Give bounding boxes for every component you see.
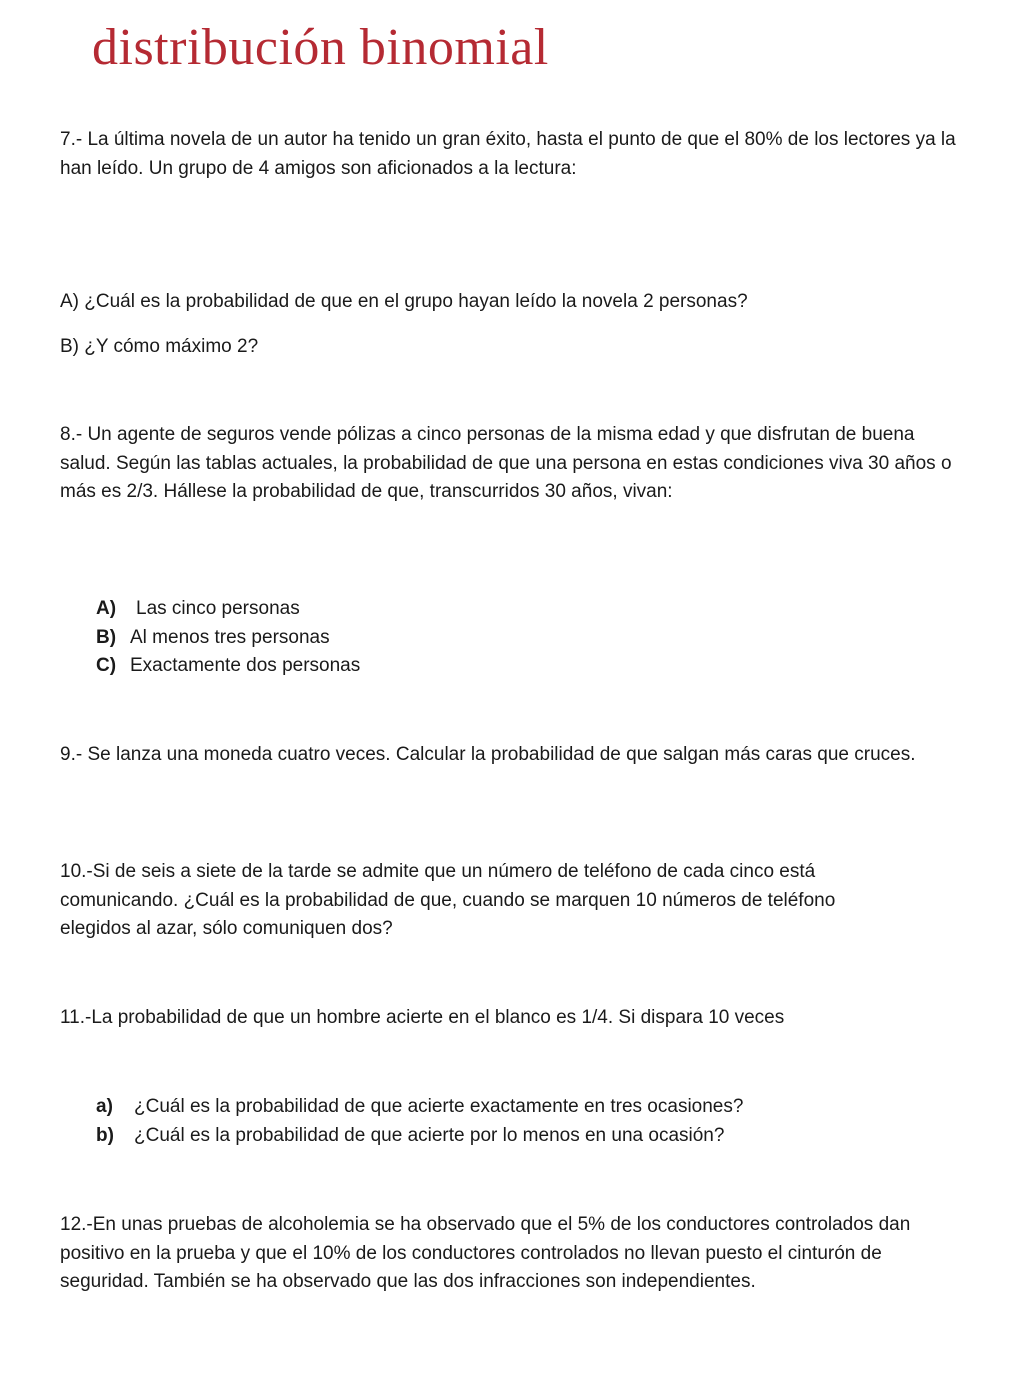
option-marker: B) (96, 626, 117, 648)
option-text: Exactamente dos personas (130, 655, 361, 676)
option-marker: A) (96, 598, 117, 619)
problem-9-statement: 9.- Se lanza una moneda cuatro veces. Calcular la probabilidad de que salgan más caras que cruces. (60, 744, 916, 765)
option-marker: a) (96, 1096, 113, 1117)
problem-10-statement: 10.-Si de seis a siete de la tarde se admite que un número de teléfono de cada cinco está comunicando. ¿Cuál es la probabilidad de que, cuando se marquen 10 números de teléfono elegidos al azar, sólo comuniquen dos? (60, 861, 836, 939)
problem-7-statement: 7.- La última novela de un autor ha tenido un gran éxito, hasta el punto de que el 80% de los lectores ya la han leído. Un grupo de 4 amigos son aficionados a la lectura: (60, 129, 956, 179)
page-title: distribución binomial (92, 19, 549, 76)
option-text: ¿Cuál es la probabilidad de que acierte por lo menos en una ocasión? (134, 1124, 725, 1146)
problem-12-statement: 12.-En unas pruebas de alcoholemia se ha observado que el 5% de los conductores controlados dan positivo en la prueba y que el 10% de los conductores controlados no llevan puesto el cinturón de seguridad. También se ha observado que las dos infracciones son independientes. (60, 1214, 911, 1292)
option-text: Al menos tres personas (130, 626, 330, 648)
option-marker: b) (96, 1124, 114, 1146)
option-text: ¿Cuál es la probabilidad de que acierte exactamente en tres ocasiones? (134, 1096, 744, 1117)
list-item (96, 595, 360, 624)
problem-8-statement: 8.- Un agente de seguros vende pólizas a cinco personas de la misma edad y que disfrutan de buena salud. Según las tablas actuales, la probabilidad de que una persona en estas condiciones viva 30 años o más es 2/3. Hállese la probabilidad de que, transcurridos 30 años, vivan: (60, 424, 952, 502)
problem-11-statement: 11.-La probabilidad de que un hombre acierte en el blanco es 1/4. Si dispara 10 veces (60, 1007, 785, 1028)
list-item (96, 624, 360, 653)
problem-8-options (96, 595, 360, 681)
option-text: Las cinco personas (136, 598, 300, 619)
list-item (96, 652, 360, 681)
list-item (96, 1093, 743, 1122)
option-marker: C) (96, 655, 117, 676)
list-item (96, 1122, 743, 1151)
problem-7-question-a: A) ¿Cuál es la probabilidad de que en el grupo hayan leído la novela 2 personas? (60, 291, 748, 312)
problem-7-question-b: B) ¿Y cómo máximo 2? (60, 336, 259, 357)
problem-11-options (96, 1093, 743, 1150)
